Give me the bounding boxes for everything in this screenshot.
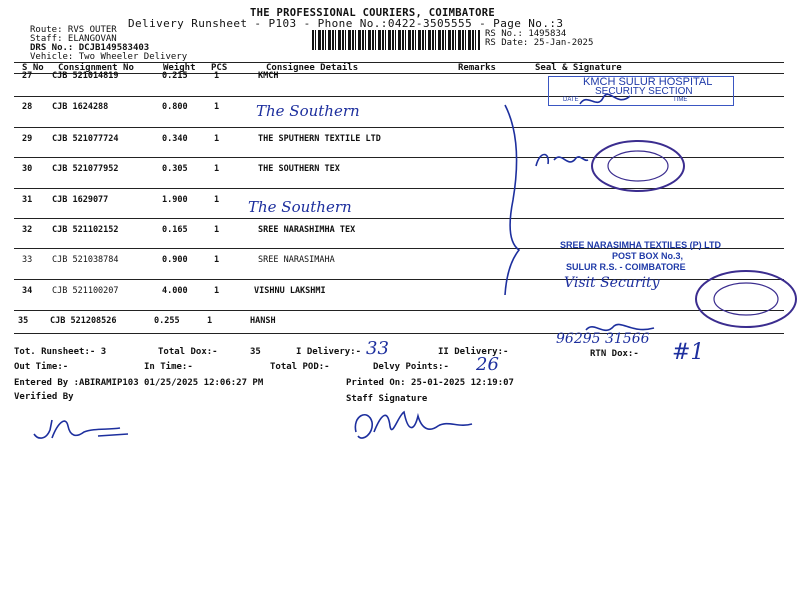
row-pcs: 1 bbox=[207, 316, 213, 326]
col-pcs: PCS bbox=[211, 63, 228, 73]
row-consignee: SREE NARASHIMHA TEX bbox=[258, 225, 356, 235]
row-consignment: CJB 521208526 bbox=[50, 316, 117, 326]
col-consignment: Consignment No bbox=[58, 63, 134, 73]
entered-by: Entered By :ABIRAMIP103 01/25/2025 12:06:27 PM bbox=[14, 378, 264, 388]
ii-delivery-label: II Delivery:- bbox=[438, 347, 509, 357]
row-weight: 0.215 bbox=[162, 71, 188, 81]
row-consignment: CJB 1624288 bbox=[52, 102, 109, 112]
round-stamp-2 bbox=[692, 268, 800, 330]
row-pcs: 1 bbox=[214, 225, 220, 235]
tot-runsheet: Tot. Runsheet:- 3 bbox=[14, 347, 107, 357]
col-remarks: Remarks bbox=[458, 63, 496, 73]
sree-stamp-line2: POST BOX No.3, bbox=[612, 251, 684, 261]
row-consignment: CJB 521038784 bbox=[52, 255, 119, 265]
kmch-stamp-line2: SECURITY SECTION bbox=[595, 86, 693, 97]
row-pcs: 1 bbox=[214, 286, 220, 296]
row-consignee: THE SOUTHERN TEX bbox=[258, 164, 340, 174]
row-sno: 32 bbox=[22, 225, 33, 235]
handwritten-phone: 96295 31566 bbox=[556, 331, 650, 347]
route-label: Route: RVS OUTER bbox=[30, 25, 117, 35]
kmch-stamp-date: DATE bbox=[563, 97, 579, 103]
row-pcs: 1 bbox=[214, 71, 220, 81]
printed-on: Printed On: 25-01-2025 12:19:07 bbox=[346, 378, 514, 388]
staff-label: Staff: ELANGOVAN bbox=[30, 34, 117, 44]
verifier-signature bbox=[28, 412, 148, 448]
col-sno: S No bbox=[22, 63, 44, 73]
row-sno: 33 bbox=[22, 255, 33, 265]
row-consignee: KMCH bbox=[258, 71, 279, 81]
row-pcs: 1 bbox=[214, 255, 220, 265]
col-seal: Seal & Signature bbox=[535, 63, 622, 73]
drs-number: DRS No.: DCJB149583403 bbox=[30, 43, 150, 53]
signature-kmch bbox=[575, 90, 635, 114]
brace-marks bbox=[495, 100, 535, 300]
row-weight: 0.800 bbox=[162, 102, 188, 112]
row-weight: 0.340 bbox=[162, 134, 188, 144]
total-dox-label: Total Dox:- bbox=[158, 347, 218, 357]
barcode bbox=[312, 30, 480, 50]
rs-number: RS No.: 1495834 bbox=[485, 29, 567, 39]
row-weight: 0.900 bbox=[162, 255, 188, 265]
row-pcs: 1 bbox=[214, 134, 220, 144]
row-consignee: VISHNU LAKSHMI bbox=[254, 286, 326, 296]
row-pcs: 1 bbox=[214, 164, 220, 174]
total-dox-value: 35 bbox=[250, 347, 261, 357]
handwritten-row31: The Southern bbox=[248, 198, 352, 216]
rtn-dox-label: RTN Dox:- bbox=[590, 349, 639, 359]
verified-by-label: Verified By bbox=[14, 392, 74, 402]
i-delivery-label: I Delivery:- bbox=[296, 347, 362, 357]
row-consignment: CJB 521077724 bbox=[52, 134, 119, 144]
vehicle-label: Vehicle: Two Wheeler Delivery bbox=[30, 52, 188, 62]
row-consignment: CJB 1629077 bbox=[52, 195, 109, 205]
handwritten-row28: The Southern bbox=[256, 102, 360, 120]
staff-signature-label: Staff Signature bbox=[346, 394, 428, 404]
total-pod-label: Total POD:- bbox=[270, 362, 330, 372]
staff-signature bbox=[348, 402, 478, 448]
sree-stamp-line1: SREE NARASIMHA TEXTILES (P) LTD bbox=[560, 240, 722, 250]
delvy-points-value: 26 bbox=[476, 354, 499, 375]
row-consignment: CJB 521014819 bbox=[52, 71, 119, 81]
row-sno: 28 bbox=[22, 102, 33, 112]
signature-hansh bbox=[580, 318, 660, 340]
kmch-stamp-line1: KMCH SULUR HOSPITAL bbox=[583, 76, 713, 88]
row-sno: 27 bbox=[22, 71, 33, 81]
out-time-label: Out Time:- bbox=[14, 362, 69, 372]
rtn-dox-value: #1 bbox=[672, 340, 705, 365]
kmch-stamp-time: TIME bbox=[673, 97, 688, 103]
row-weight: 0.165 bbox=[162, 225, 188, 235]
row-sno: 35 bbox=[18, 316, 29, 326]
round-stamp-1 bbox=[588, 138, 688, 194]
row-consignment: CJB 521077952 bbox=[52, 164, 119, 174]
company-title: THE PROFESSIONAL COURIERS, COIMBATORE bbox=[250, 7, 495, 19]
i-delivery-value: 33 bbox=[366, 338, 389, 359]
row-sno: 31 bbox=[22, 195, 33, 205]
runsheet-title: Delivery Runsheet - P103 - Phone No.:0422-3505555 - Page No.:3 bbox=[128, 17, 564, 30]
row-weight: 0.255 bbox=[154, 316, 180, 326]
col-consignee: Consignee Details bbox=[266, 63, 359, 73]
row-pcs: 1 bbox=[214, 102, 220, 112]
row-sno: 34 bbox=[22, 286, 33, 296]
rs-date: RS Date: 25-Jan-2025 bbox=[485, 38, 594, 48]
row-weight: 0.305 bbox=[162, 164, 188, 174]
row-consignment: CJB 521100207 bbox=[52, 286, 119, 296]
handwritten-visit-security: Visit Security bbox=[564, 275, 660, 291]
col-weight: Weight bbox=[163, 63, 196, 73]
row-pcs: 1 bbox=[214, 195, 220, 205]
row-consignee: HANSH bbox=[250, 316, 276, 326]
row-consignment: CJB 521102152 bbox=[52, 225, 119, 235]
signature-southern bbox=[532, 148, 592, 174]
delvy-points-label: Delvy Points:- bbox=[373, 362, 449, 372]
row-sno: 30 bbox=[22, 164, 33, 174]
row-consignee: SREE NARASIMAHA bbox=[258, 255, 335, 265]
row-consignee: THE SPUTHERN TEXTILE LTD bbox=[258, 134, 381, 144]
in-time-label: In Time:- bbox=[144, 362, 193, 372]
sree-stamp-line3: SULUR R.S. - COIMBATORE bbox=[566, 262, 686, 272]
row-sno: 29 bbox=[22, 134, 33, 144]
row-weight: 4.000 bbox=[162, 286, 188, 296]
row-weight: 1.900 bbox=[162, 195, 188, 205]
